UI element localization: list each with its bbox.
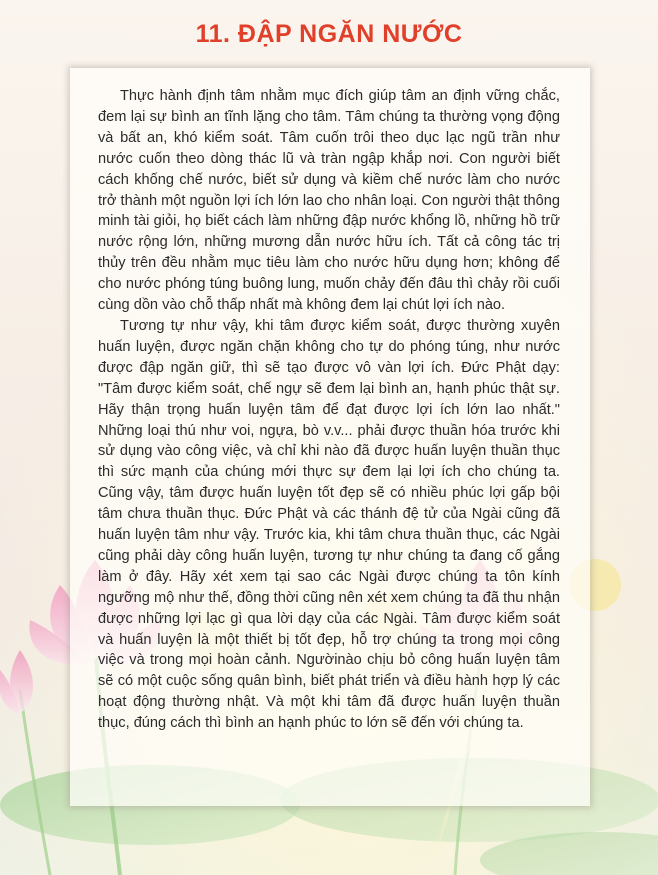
article-body	[98, 86, 560, 734]
paragraph-1: Thực hành định tâm nhằm mục đích giúp tâm an định vững chắc, đem lại sự bình an tĩnh lặng cho tâm. Tâm chúng ta thường vọng động và bất an, khó kiểm soát. Tâm cuốn trôi theo dục lạc ngũ trần như nước cuốn theo dòng thác lũ và tràn ngập khắp nơi. Con người biết cách khống chế nước, biết sử dụng và kiềm chế nước làm cho nước trở thành một nguồn lợi ích lớn lao cho nhân loại. Con người thật thông minh tài giỏi, họ biết cách làm những đập nước khổng lồ, những hồ trữ nước rộng lớn, những mương dẫn nước hữu ích. Tất cả công tác trị thủy trên đều nhằm mục tiêu làm cho nước hữu dụng hơn; không để cho nước phóng túng buông lung, muốn chảy đến đâu thì chảy rồi cuối cùng dồn vào chỗ thấp nhất mà không đem lại chút lợi ích nào.	[98, 88, 560, 314]
paragraph-2: Tương tự như vậy, khi tâm được kiểm soát, được thường xuyên huấn luyện, được ngăn chặn không cho tự do phóng túng, như nước được đập ngăn giữ, thì sẽ tạo được vô vàn lợi ích. Đức Phật dạy: "Tâm được kiểm soát, chế ngự sẽ đem lại bình an, hạnh phúc thật sự. Hãy thận trọng huấn luyện tâm để đạt được lợi ích lớn lao nhất." Những loại thú như voi, ngựa, bò v.v... phải được thuần hóa trước khi sử dụng vào công việc, và chỉ khi nào đã được huấn luyện thuần thục thì sức mạnh của chúng mới thực sự đem lại lợi ích cho chúng ta. Cũng vậy, tâm được huấn luyện tốt đẹp sẽ có nhiều phúc lợi gấp bội tâm chưa thuần thục. Đức Phật và các thánh đệ tử của Ngài cũng đã huấn luyện tâm như vậy. Trước kia, khi tâm chưa thuần thục, các Ngài cũng phải dày công huấn luyện, tương tự như chúng ta đang cố gắng làm ở đây. Hãy xét xem tại sao các Ngài được chúng ta tôn kính ngưỡng mộ như thế, đồng thời cũng nên xét xem chúng ta đã thu nhận được những lợi lạc gì qua lời dạy của các Ngài. Tâm được kiểm soát và huấn luyện là một thiết bị tốt đẹp, hỗ trợ chúng ta trong mọi công việc và trong mọi hoàn cảnh. Ngườinào chịu bỏ công huấn luyện tâm sẽ có một cuộc sống quân bình, biết phát triển và điều hành hợp lý các hoạt động thường nhật. Và một khi tâm đã được huấn luyện thuần thục, đúng cách thì bình an hạnh phúc to lớn sẽ đến với chúng ta.	[98, 317, 560, 732]
page-title: 11. ĐẬP NGĂN NƯỚC	[195, 20, 463, 48]
